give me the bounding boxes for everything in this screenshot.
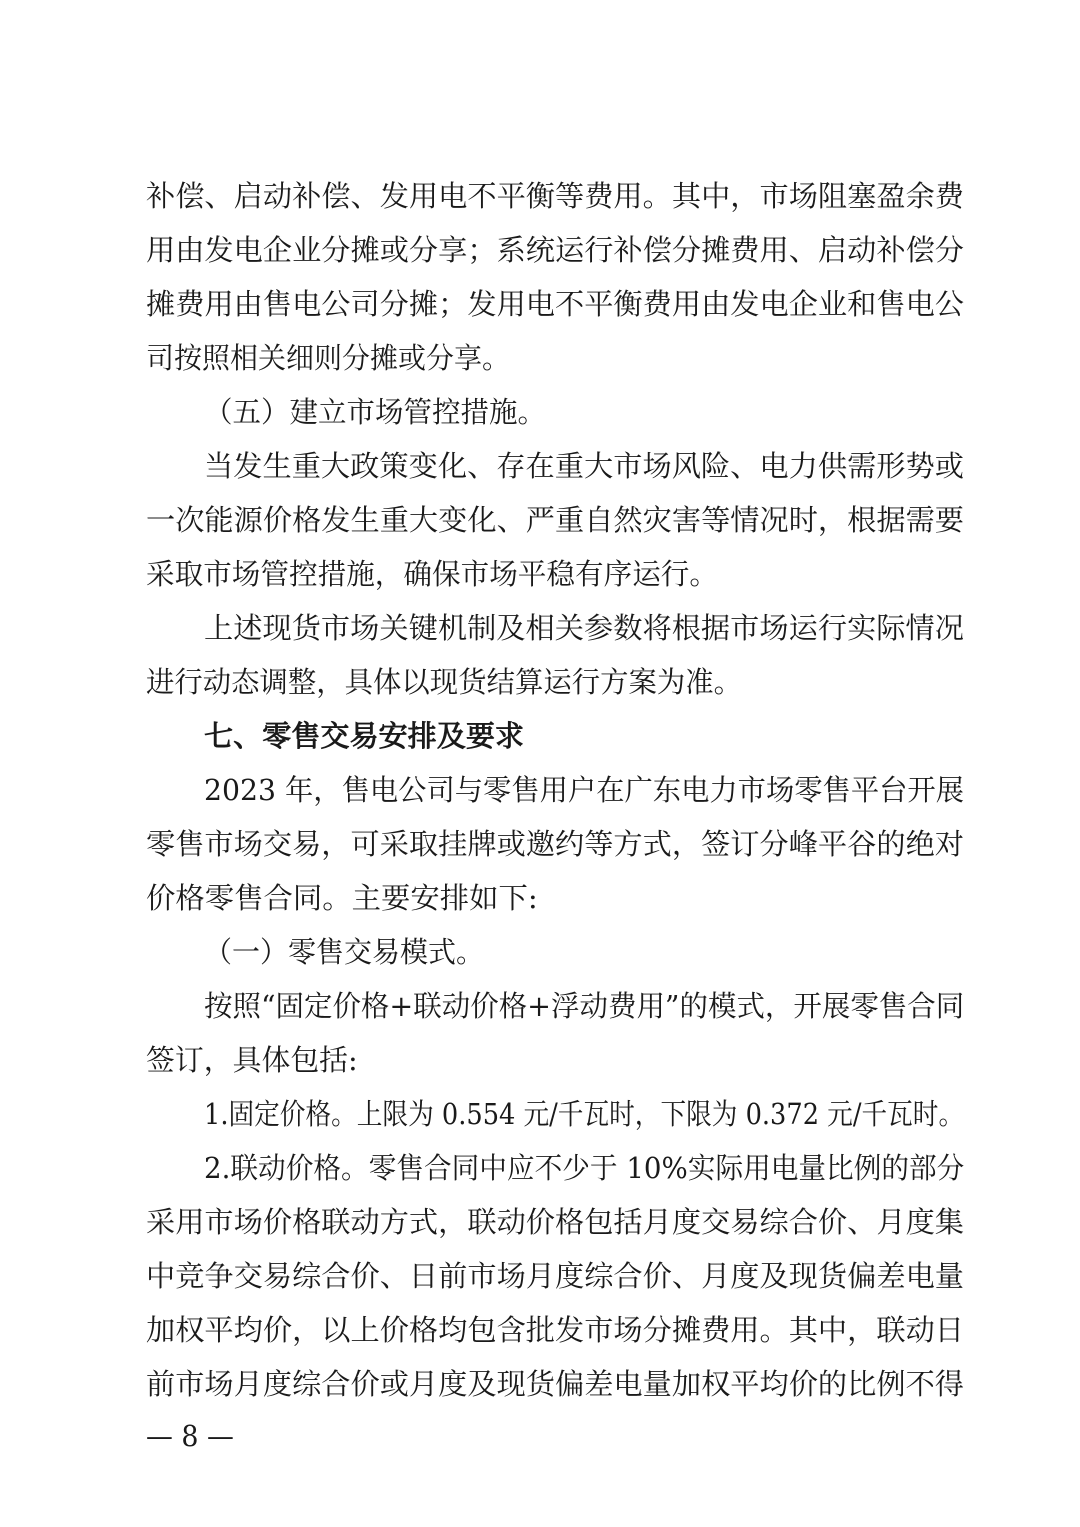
body-line-22: [0, 1301, 1080, 1359]
body-line-2: [0, 221, 1080, 279]
page-number: [146, 1416, 241, 1456]
body-line-20: [0, 1193, 1080, 1251]
line-text: 进行动态调整，具体以现货结算运行方案为准。: [146, 665, 743, 699]
line-text: 一次能源价格发生重大变化、严重自然灾害等情况时，根据需要: [146, 503, 965, 537]
body-line-16: [0, 977, 1080, 1035]
body-line-21: [0, 1247, 1080, 1305]
line-text: 司按照相关细则分摊或分享。: [146, 341, 511, 375]
body-line-8: [0, 545, 1080, 603]
body-line-10: [0, 653, 1080, 711]
line-text: 价格零售合同。主要安排如下:: [146, 881, 538, 915]
line-text: 采取市场管控措施，确保市场平稳有序运行。: [146, 557, 719, 591]
body-line-14: [0, 869, 1080, 927]
body-line-6: [0, 437, 1080, 495]
line-text: 1.固定价格。上限为 0.554 元/千瓦时，下限为 0.372 元/千瓦时。: [204, 1097, 965, 1131]
line-text: 前市场月度综合价或月度及现货偏差电量加权平均价的比例不得: [146, 1367, 965, 1401]
line-text: 加权平均价，以上价格均包含批发市场分摊费用。其中，联动日: [146, 1313, 965, 1347]
body-line-23: [0, 1355, 1080, 1413]
body-line-12: [0, 761, 1080, 819]
line-text: 补偿、启动补偿、发用电不平衡等费用。其中，市场阻塞盈余费: [146, 179, 965, 213]
line-text: 当发生重大政策变化、存在重大市场风险、电力供需形势或: [204, 449, 965, 483]
line-text: 2023 年，售电公司与零售用户在广东电力市场零售平台开展: [204, 773, 965, 807]
line-text: 采用市场价格联动方式，联动价格包括月度交易综合价、月度集: [146, 1205, 965, 1239]
line-text: 七、零售交易安排及要求: [204, 719, 525, 753]
chapter-heading-seven: [0, 707, 1080, 765]
line-text: 按照“固定价格+联动价格+浮动费用”的模式，开展零售合同: [204, 989, 965, 1023]
body-line-7: [0, 491, 1080, 549]
line-text: 用由发电企业分摊或分享；系统运行补偿分摊费用、启动补偿分: [146, 233, 965, 267]
line-text: 上述现货市场关键机制及相关参数将根据市场运行实际情况: [204, 611, 965, 645]
body-line-3: [0, 275, 1080, 333]
body-line-19: [0, 1139, 1080, 1197]
line-text: 中竞争交易综合价、日前市场月度综合价、月度及现货偏差电量: [146, 1259, 965, 1293]
line-text: 2.联动价格。零售合同中应不少于 10%实际用电量比例的部分: [204, 1151, 965, 1185]
body-line-17: [0, 1031, 1080, 1089]
body-line-18: [0, 1085, 1080, 1143]
line-text: 零售市场交易，可采取挂牌或邀约等方式，签订分峰平谷的绝对: [146, 827, 965, 861]
body-line-4: [0, 329, 1080, 387]
line-text: 摊费用由售电公司分摊；发用电不平衡费用由发电企业和售电公: [146, 287, 965, 321]
line-text: 签订，具体包括:: [146, 1043, 358, 1077]
section-heading-five: [0, 383, 1080, 441]
body-line-9: [0, 599, 1080, 657]
page-number-text: — 8 —: [146, 1419, 234, 1453]
line-text: （五）建立市场管控措施。: [204, 395, 547, 429]
section-heading-one: [0, 923, 1080, 981]
body-line-13: [0, 815, 1080, 873]
body-line-1: [0, 167, 1080, 225]
line-text: （一）零售交易模式。: [204, 935, 485, 969]
